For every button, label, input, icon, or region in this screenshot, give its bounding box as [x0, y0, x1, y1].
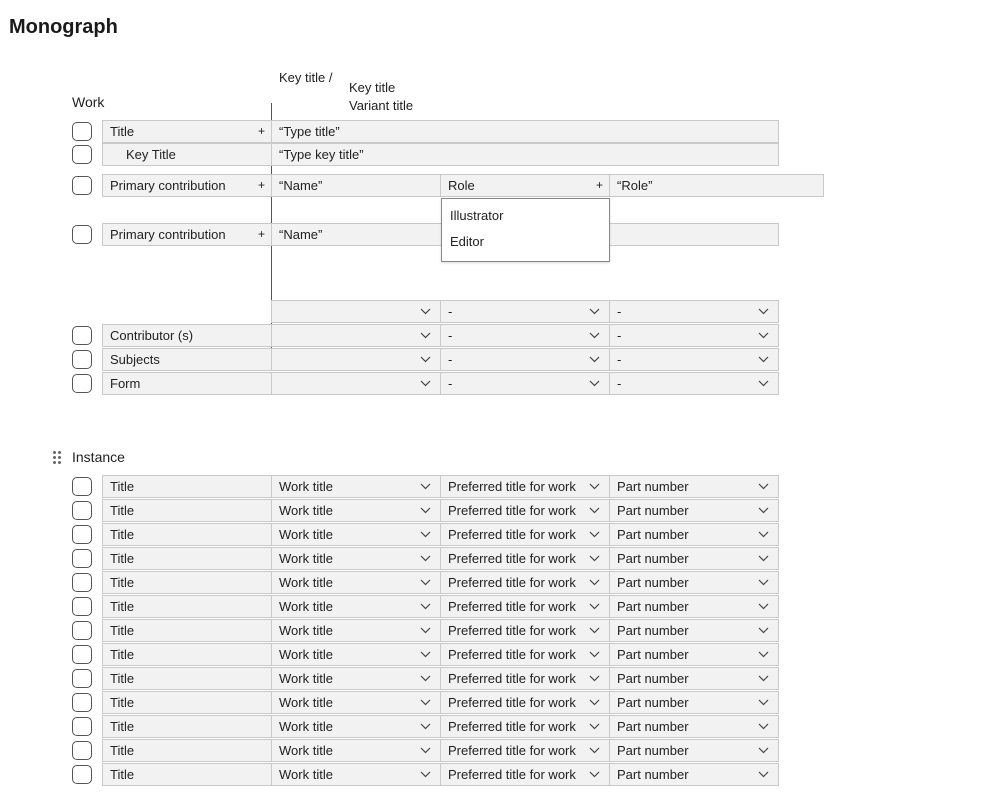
chevron-down-icon	[589, 332, 600, 339]
drag-handle-icon[interactable]	[53, 451, 62, 464]
title-row-checkbox[interactable]	[72, 122, 92, 141]
primary-contribution-1-label-cell	[102, 174, 272, 197]
instance-row-checkbox[interactable]	[72, 597, 92, 616]
part-number-select[interactable]	[609, 571, 779, 594]
select-value: -	[617, 328, 622, 343]
select-col-4[interactable]	[609, 372, 779, 395]
select-value: Preferred title for work	[448, 695, 576, 710]
title-input-value: “Type title”	[279, 124, 340, 139]
chevron-down-icon	[420, 356, 431, 363]
preferred-title-select[interactable]	[440, 595, 610, 618]
select-value: Work title	[279, 503, 333, 518]
column-header-key-title-slash: Key title /	[279, 70, 333, 85]
row-label: Form	[110, 376, 141, 391]
chevron-down-icon	[589, 483, 600, 490]
preferred-title-select[interactable]	[440, 475, 610, 498]
select-value: -	[617, 352, 622, 367]
primary-contribution-1-checkbox[interactable]	[72, 176, 92, 195]
work-title-select[interactable]	[271, 739, 441, 762]
select-value: Work title	[279, 551, 333, 566]
row-label: Subjects	[110, 352, 160, 367]
select-value: Preferred title for work	[448, 599, 576, 614]
select-value: Work title	[279, 575, 333, 590]
instance-title-label: Title	[110, 527, 135, 542]
instance-row-checkbox[interactable]	[72, 717, 92, 736]
empty-row-select-3[interactable]	[609, 300, 779, 323]
part-number-select[interactable]	[609, 499, 779, 522]
part-number-select[interactable]	[609, 763, 779, 786]
row-checkbox[interactable]	[72, 350, 92, 369]
key-title-input[interactable]	[271, 143, 779, 166]
select-value: -	[617, 304, 622, 319]
chevron-down-icon	[420, 771, 431, 778]
chevron-down-icon	[589, 308, 600, 315]
chevron-down-icon	[420, 555, 431, 562]
select-value: Preferred title for work	[448, 719, 576, 734]
select-col-4[interactable]	[609, 324, 779, 347]
select-value: Preferred title for work	[448, 479, 576, 494]
work-title-select[interactable]	[271, 499, 441, 522]
instance-title-label-cell	[102, 715, 272, 738]
chevron-down-icon	[420, 627, 431, 634]
part-number-select[interactable]	[609, 547, 779, 570]
role-label: Role	[448, 178, 475, 193]
chevron-down-icon	[589, 651, 600, 658]
row-label: Contributor (s)	[110, 328, 194, 343]
chevron-down-icon	[758, 675, 769, 682]
role-select[interactable]	[440, 174, 610, 197]
preferred-title-select[interactable]	[440, 739, 610, 762]
chevron-down-icon	[589, 603, 600, 610]
select-value: Preferred title for work	[448, 575, 576, 590]
select-value: Part number	[617, 479, 689, 494]
select-value: -	[617, 376, 622, 391]
chevron-down-icon	[758, 699, 769, 706]
select-value: Preferred title for work	[448, 503, 576, 518]
part-number-select[interactable]	[609, 739, 779, 762]
instance-title-label-cell	[102, 475, 272, 498]
part-number-select[interactable]	[609, 667, 779, 690]
chevron-down-icon	[420, 380, 431, 387]
instance-section-label: Instance	[72, 449, 125, 465]
select-value: Work title	[279, 623, 333, 638]
instance-title-label: Title	[110, 695, 135, 710]
primary-contribution-1-name: “Name”	[279, 178, 323, 193]
instance-row-checkbox[interactable]	[72, 645, 92, 664]
column-header-key-title: Key title	[349, 80, 396, 95]
instance-title-label-cell	[102, 619, 272, 642]
chevron-down-icon	[589, 579, 600, 586]
chevron-down-icon	[420, 483, 431, 490]
instance-row-checkbox[interactable]	[72, 501, 92, 520]
part-number-select[interactable]	[609, 643, 779, 666]
select-value: Preferred title for work	[448, 623, 576, 638]
primary-contribution-1-name-input[interactable]	[271, 174, 441, 197]
select-value: Work title	[279, 527, 333, 542]
instance-title-label: Title	[110, 623, 135, 638]
select-value: Preferred title for work	[448, 743, 576, 758]
part-number-select[interactable]	[609, 619, 779, 642]
role-input-value: “Role”	[617, 178, 653, 193]
chevron-down-icon	[420, 651, 431, 658]
chevron-down-icon	[758, 308, 769, 315]
instance-title-label: Title	[110, 575, 135, 590]
work-section-label: Work	[72, 94, 105, 110]
column-header-variant-title: Variant title	[349, 98, 414, 113]
instance-row-checkbox[interactable]	[72, 669, 92, 688]
select-value: Preferred title for work	[448, 527, 576, 542]
title-label-cell	[102, 120, 272, 143]
primary-contribution-2-label-cell	[102, 223, 272, 246]
instance-row-checkbox[interactable]	[72, 525, 92, 544]
work-title-select[interactable]	[271, 763, 441, 786]
instance-title-label: Title	[110, 719, 135, 734]
work-title-select[interactable]	[271, 523, 441, 546]
chevron-down-icon	[758, 723, 769, 730]
preferred-title-select[interactable]	[440, 499, 610, 522]
part-number-select[interactable]	[609, 691, 779, 714]
select-value: Part number	[617, 575, 689, 590]
work-title-select[interactable]	[271, 475, 441, 498]
role-dropdown-menu	[441, 198, 610, 262]
chevron-down-icon	[589, 771, 600, 778]
select-value: Preferred title for work	[448, 551, 576, 566]
select-value: Part number	[617, 527, 689, 542]
chevron-down-icon	[420, 699, 431, 706]
chevron-down-icon	[420, 332, 431, 339]
menu-item-illustrator[interactable]: Illustrator	[450, 208, 504, 223]
chevron-down-icon	[420, 675, 431, 682]
chevron-down-icon	[758, 579, 769, 586]
select-value: -	[448, 328, 453, 343]
chevron-down-icon	[420, 579, 431, 586]
select-value: Work title	[279, 671, 333, 686]
chevron-down-icon	[758, 603, 769, 610]
select-value: Work title	[279, 719, 333, 734]
chevron-down-icon	[420, 747, 431, 754]
select-value: Work title	[279, 767, 333, 782]
select-value: Preferred title for work	[448, 671, 576, 686]
select-col-2[interactable]	[271, 372, 441, 395]
preferred-title-select[interactable]	[440, 643, 610, 666]
part-number-select[interactable]	[609, 523, 779, 546]
instance-row-checkbox[interactable]	[72, 573, 92, 592]
chevron-down-icon	[589, 627, 600, 634]
key-title-input-value: “Type key title”	[279, 147, 364, 162]
instance-title-label: Title	[110, 503, 135, 518]
instance-row-checkbox[interactable]	[72, 621, 92, 640]
select-value: Work title	[279, 647, 333, 662]
chevron-down-icon	[589, 507, 600, 514]
chevron-down-icon	[420, 507, 431, 514]
select-value: Part number	[617, 503, 689, 518]
chevron-down-icon	[420, 723, 431, 730]
chevron-down-icon	[758, 771, 769, 778]
preferred-title-select[interactable]	[440, 763, 610, 786]
chevron-down-icon	[420, 603, 431, 610]
instance-title-label-cell	[102, 571, 272, 594]
menu-item-editor[interactable]: Editor	[450, 234, 484, 249]
work-title-select[interactable]	[271, 571, 441, 594]
row-label-cell	[102, 324, 272, 347]
instance-title-label: Title	[110, 743, 135, 758]
preferred-title-select[interactable]	[440, 715, 610, 738]
chevron-down-icon	[589, 531, 600, 538]
primary-contribution-2-checkbox[interactable]	[72, 225, 92, 244]
instance-title-label: Title	[110, 551, 135, 566]
key-title-label-cell	[102, 143, 272, 166]
chevron-down-icon	[589, 555, 600, 562]
empty-row-select-2[interactable]	[440, 300, 610, 323]
row-checkbox[interactable]	[72, 374, 92, 393]
plus-icon[interactable]: +	[595, 178, 603, 192]
work-title-select[interactable]	[271, 547, 441, 570]
row-label-cell	[102, 348, 272, 371]
chevron-down-icon	[758, 332, 769, 339]
select-col-4[interactable]	[609, 348, 779, 371]
plus-icon[interactable]: +	[257, 227, 265, 241]
instance-title-label: Title	[110, 671, 135, 686]
work-title-select[interactable]	[271, 619, 441, 642]
key-title-row-checkbox[interactable]	[72, 145, 92, 164]
work-title-select[interactable]	[271, 691, 441, 714]
key-title-label: Key Title	[126, 147, 176, 162]
select-value: Preferred title for work	[448, 767, 576, 782]
primary-contribution-1-label: Primary contribution	[110, 178, 226, 193]
part-number-select[interactable]	[609, 595, 779, 618]
row-label-cell	[102, 372, 272, 395]
select-value: Part number	[617, 695, 689, 710]
instance-title-label-cell	[102, 595, 272, 618]
preferred-title-select[interactable]	[440, 619, 610, 642]
instance-title-label-cell	[102, 691, 272, 714]
chevron-down-icon	[758, 380, 769, 387]
instance-title-label-cell	[102, 763, 272, 786]
select-col-3[interactable]	[440, 324, 610, 347]
part-number-select[interactable]	[609, 475, 779, 498]
instance-title-label-cell	[102, 547, 272, 570]
chevron-down-icon	[589, 356, 600, 363]
work-title-select[interactable]	[271, 595, 441, 618]
instance-title-label-cell	[102, 739, 272, 762]
select-value: Part number	[617, 551, 689, 566]
select-value: Part number	[617, 671, 689, 686]
select-value: -	[448, 376, 453, 391]
select-value: Work title	[279, 599, 333, 614]
preferred-title-select[interactable]	[440, 571, 610, 594]
role-input[interactable]	[609, 174, 824, 197]
select-value: Preferred title for work	[448, 647, 576, 662]
instance-title-label-cell	[102, 523, 272, 546]
instance-title-label: Title	[110, 767, 135, 782]
instance-title-label-cell	[102, 643, 272, 666]
chevron-down-icon	[758, 555, 769, 562]
select-value: Part number	[617, 647, 689, 662]
work-title-select[interactable]	[271, 715, 441, 738]
select-col-3[interactable]	[440, 348, 610, 371]
instance-row-checkbox[interactable]	[72, 549, 92, 568]
empty-row-select-1[interactable]	[271, 300, 441, 323]
work-title-select[interactable]	[271, 667, 441, 690]
select-value: Work title	[279, 743, 333, 758]
plus-icon[interactable]: +	[257, 124, 265, 138]
instance-title-label-cell	[102, 499, 272, 522]
chevron-down-icon	[758, 507, 769, 514]
preferred-title-select[interactable]	[440, 547, 610, 570]
select-value: Work title	[279, 695, 333, 710]
chevron-down-icon	[758, 356, 769, 363]
chevron-down-icon	[420, 308, 431, 315]
primary-contribution-2-label: Primary contribution	[110, 227, 226, 242]
select-value: Part number	[617, 767, 689, 782]
instance-title-label-cell	[102, 667, 272, 690]
chevron-down-icon	[589, 699, 600, 706]
select-col-2[interactable]	[271, 348, 441, 371]
chevron-down-icon	[589, 675, 600, 682]
chevron-down-icon	[589, 747, 600, 754]
select-value: Part number	[617, 719, 689, 734]
work-title-select[interactable]	[271, 643, 441, 666]
title-input[interactable]	[271, 120, 779, 143]
chevron-down-icon	[420, 531, 431, 538]
chevron-down-icon	[589, 380, 600, 387]
instance-title-label: Title	[110, 599, 135, 614]
chevron-down-icon	[758, 747, 769, 754]
instance-row-checkbox[interactable]	[72, 765, 92, 784]
select-value: Part number	[617, 743, 689, 758]
chevron-down-icon	[758, 531, 769, 538]
title-label: Title	[110, 124, 135, 139]
plus-icon[interactable]: +	[257, 178, 265, 192]
chevron-down-icon	[758, 627, 769, 634]
preferred-title-select[interactable]	[440, 523, 610, 546]
preferred-title-select[interactable]	[440, 691, 610, 714]
primary-contribution-2-name: “Name”	[279, 227, 323, 242]
instance-row-checkbox[interactable]	[72, 477, 92, 496]
instance-row-checkbox[interactable]	[72, 741, 92, 760]
page-title: Monograph	[9, 16, 118, 38]
select-value: Work title	[279, 479, 333, 494]
chevron-down-icon	[589, 723, 600, 730]
instance-title-label: Title	[110, 647, 135, 662]
select-value: Part number	[617, 599, 689, 614]
chevron-down-icon	[758, 651, 769, 658]
select-value: Part number	[617, 623, 689, 638]
select-col-3[interactable]	[440, 372, 610, 395]
select-value: -	[448, 352, 453, 367]
instance-title-label: Title	[110, 479, 135, 494]
preferred-title-select[interactable]	[440, 667, 610, 690]
chevron-down-icon	[758, 483, 769, 490]
select-col-2[interactable]	[271, 324, 441, 347]
instance-row-checkbox[interactable]	[72, 693, 92, 712]
row-checkbox[interactable]	[72, 326, 92, 345]
select-value: -	[448, 304, 453, 319]
part-number-select[interactable]	[609, 715, 779, 738]
